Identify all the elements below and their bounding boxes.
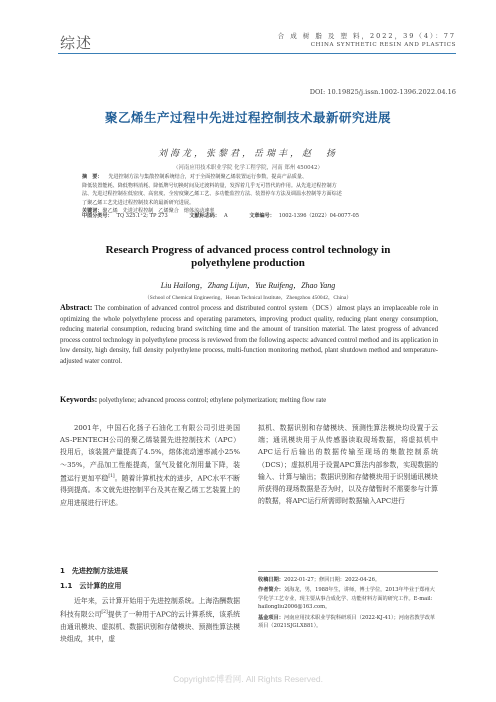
footnote (258, 576, 440, 632)
journal-name-en: CHINA SYNTHETIC RESIN AND PLASTICS (310, 42, 456, 48)
abstract-cn-label: 摘 要： (82, 174, 103, 180)
abstract-en-text: The combination of advanced control process and distributed control system（DCS）almost plays an irreplaceable role in optimizing the whole polyethylene process and operating parameters, improving product quality, reducing plant energy consumption, reducing material consumption, reducing brand switching time and the amount of transition material. The latest progress of advanced process control technology in polyethylene process is reviewed from the following aspects: advanced control method and its application in low density, high density, full density polyethylene process, multi-function monitoring method, plant shutdown method and temperature-adjusted water control. (60, 305, 438, 365)
header-rule (58, 53, 456, 54)
keywords-cn-label: 关键词： (82, 208, 103, 215)
citation-2: [2] (101, 610, 108, 616)
title-cn: 聚乙烯生产过程中先进过程控制技术最新研究进展 (104, 110, 391, 125)
clc-label: 中图分类号： (82, 213, 113, 219)
intro-text: 2001年，中国石化扬子石油化工有限公司引进美国AS-PENTECH公司的聚乙烯装置先进控制技术（APC）投用后，该装置产量提高了4.5%，熔体流动速率减小25%～35%，产品加工性能提高，氢气及催化剂用量下降，装置运行更加平稳 (60, 424, 240, 483)
received-label: 收稿日期： (258, 577, 284, 583)
intro-paragraph (60, 422, 240, 509)
abstract-cn-line2: 降低装置能耗、降低物料消耗、降低牌号切换时间及过渡料的量，发挥着几乎无可替代的作用。从先进过程控制方 (82, 182, 337, 189)
section-heading-1-1: 1.1 云计算的应用 (60, 582, 122, 590)
journal-name-cn: 合 成 树 脂 及 塑 料，2022，39（4）：77 (277, 32, 456, 40)
title-en-line1: Research Progress of advanced process control technology in (105, 244, 391, 256)
article-number: 1002-1396（2022）04-0077-05 (278, 213, 359, 219)
intro-text-end: 。随着计算机技术的进步，APC水平不断得到提高。本文就先进控制平台及其在聚乙烯工艺装置上的应用进展进行评述。 (60, 474, 240, 507)
right-column-paragraph (258, 422, 438, 507)
cloud-text: 近年来，云计算开始用于先进控制系统。上海浩酬数据科技有限公司 (60, 597, 240, 619)
received-dates: 2022-01-27；修回日期：2022-04-26。 (283, 577, 381, 583)
fund-info: 河南应用技术职业学院科研项目（2022-KJ-41）；河南省教学改革项目（2021SJGLX881）。 (258, 614, 436, 630)
title-en-line2: polyethylene production (191, 257, 305, 269)
keywords-en-label: Keywords: (60, 395, 98, 404)
doi: DOI: 10.19825/j.issn.1002-1396.2022.04.16 (309, 88, 456, 96)
abstract-cn (82, 173, 432, 216)
section-heading-1: 1 先进控制方法进展 (60, 567, 128, 575)
section-label: 综述 (60, 34, 93, 52)
article-number-label: 文章编号： (249, 213, 275, 219)
doc-code: A (224, 213, 228, 219)
cloud-text-end: 提供了一种用于APC的云计算系统，该系统由通讯模块、虚拟机、数据识别和存储模块、预测性算法模块组成，其中，虚 (60, 610, 240, 643)
abstract-cn-line4: 了聚乙烯工艺先进过程控制技术的最新研究进展。 (82, 199, 195, 206)
journal-header (278, 31, 456, 48)
authors-cn: 刘海龙，张黎君，岳瑞丰，赵 扬 (157, 149, 338, 159)
authors-en: Liu Hailong，Zhang Lijun，Yue Ruifeng，Zhao Yang (160, 281, 336, 290)
author-bio-label: 作者简介： (258, 587, 284, 594)
doc-code-label: 文献标志码： (189, 213, 220, 219)
title-en (60, 244, 436, 270)
author-bio: 刘海龙，男，1988年生，讲师，博士学位，2013年毕业于郑州大学化学工艺专业，现主要从事合成化学、功能材料方面的研究工作。E-mail: hailongliu2006@163.com。 (258, 587, 435, 611)
copyright-watermark: Copyright©博看网. All Rights Reserved. (173, 674, 323, 684)
affiliation-en: （School of Chemical Engineering，Henan Technical Institute，Zhengzhou 450042，China） (144, 295, 352, 301)
abstract-cn-line3: 法、先进过程控制在低密度、高密度、全密度聚乙烯工艺、多功能监控方法、装置停车方法及调温水控制等方面综述 (82, 191, 342, 198)
abstract-cn-line1: 先进控制方法与集散控制系统结合，对于全面控制聚乙烯装置运行参数，提高产品质量、 (108, 174, 308, 180)
footnote-rule (258, 571, 438, 572)
keywords-en-text: polyethylene; advanced process control; ethylene polymerization; melting flow rate (99, 397, 327, 404)
abstract-en (60, 303, 438, 368)
abstract-en-label: Abstract: (60, 303, 93, 312)
keywords-en (60, 395, 438, 404)
clc-number: TQ 325.1⁺2; TP 273 (116, 213, 168, 219)
cloud-paragraph (60, 595, 240, 645)
fund-label: 基金项目： (258, 614, 284, 621)
right-column-text: 拟机、数据识别和存储模块、预测性算法模块均设置于云端；通讯模块用于从传感器读取现场数据，将虚拟机中APC运行后输出的数据传输至现场的集散控制系统（DCS）；虚拟机用于设置APC算法内部参数，实现数据的输入、计算与输出；数据识别和存储模块用于识别通讯模块所获得的现场数据是否为时，以及存储暂时不需要参与计算的数据，将APC运行所需即时数据输入APC进行 (258, 424, 438, 506)
citation-1: [1] (108, 473, 115, 479)
keywords-cn: 聚乙烯 先进过程控制 乙烯聚合 熔体流动速率 (102, 208, 215, 215)
classification-meta (82, 212, 379, 219)
affiliation-cn: （河南应用技术职业学院 化学工程学院，河南 郑州 450042） (173, 165, 323, 171)
